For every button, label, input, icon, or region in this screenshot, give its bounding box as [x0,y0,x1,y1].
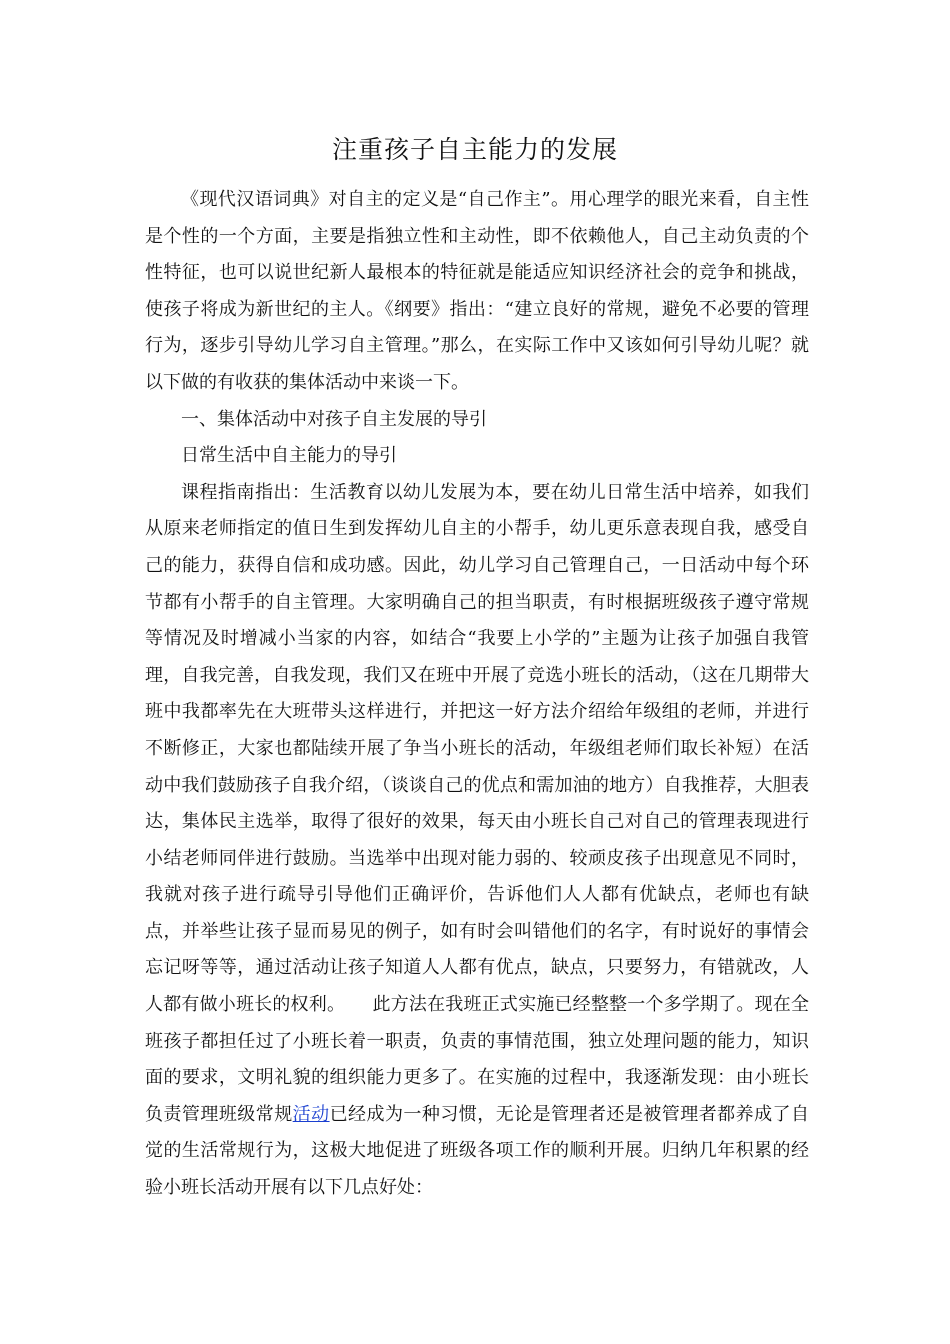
main-paragraph [145,475,809,1207]
intro-paragraph: 《现代汉语词典》对自主的定义是“自己作主”。用心理学的眼光来看，自主性是个性的一个方面，主要是指独立性和主动性，即不依赖他人，自己主动负责的个性特征，也可以说世纪新人最根本的特征就是能适应知识经济社会的竞争和挑战，使孩子将成为新世纪的主人。《纲要》指出：“建立良好的常规，避免不必要的管理行为，逐步引导幼儿学习自主管理。”那么，在实际工作中又该如何引导幼儿呢？就以下做的有收获的集体活动中来谈一下。 [145,189,809,393]
main-paragraph-text-part1: 课程指南指出：生活教育以幼儿发展为本，要在幼儿日常生活中培养，如我们从原来老师指定的值日生到发挥幼儿自主的小帮手，幼儿更乐意表现自我，感受自己的能力，获得自信和成功感。因此，幼儿学习自己管理自己，一日活动中每个环节都有小帮手的自主管理。大家明确自己的担当职责，有时根据班级孩子遵守常规等情况及时增减小当家的内容，如结合“我要上小学的”主题为让孩子加强自我管理，自我完善，自我发现，我们又在班中开展了竞选小班长的活动，（这在几期带大班中我都率先在大班带头这样进行，并把这一好方法介绍给年级组的老师，并进行不断修正，大家也都陆续开展了争当小班长的活动，年级组老师们取长补短）在活动中我们鼓励孩子自我介绍，（谈谈自己的优点和需加油的地方）自我推荐，大胆表达，集体民主选举，取得了很好的效果，每天由小班长自己对自己的管理表现进行小结老师同伴进行鼓励。当选举中出现对能力弱的、较顽皮孩子出现意见不同时，我就对孩子进行疏导引导他们正确评价，告诉他们人人都有优缺点，老师也有缺点，并举些让孩子显而易见的例子，如有时会叫错他们的名字，有时说好的事情会忘记呀等等，通过活动让孩子知道人人都有优点，缺点，只要努力，有错就改，人人都有做小班长的权利。 此方法在我班正式实施已经整整一个多学期了。现在全班孩子都担任过了小班长着一职责，负责的事情范围，独立处理问题的能力，知识面的要求，文明礼貌的组织能力更多了。在实施的过程中，我逐渐发现：由小班长负责管理班级常规 [145,481,809,1125]
main-paragraph-text-part2: 已经成为一种习惯，无论是管理者还是被管理者都养成了自觉的生活常规行为，这极大地促进了班级各项工作的顺利开展。归纳几年积累的经验小班长活动开展有以下几点好处： [145,1103,810,1199]
document-title: 注重孩子自主能力的发展 [331,135,618,164]
activity-link[interactable]: 活动 [292,1103,330,1125]
sub-heading: 日常生活中自主能力的导引 [181,445,397,467]
section-heading: 一、集体活动中对孩子自主发展的导引 [181,408,487,430]
document-body [145,182,809,1207]
